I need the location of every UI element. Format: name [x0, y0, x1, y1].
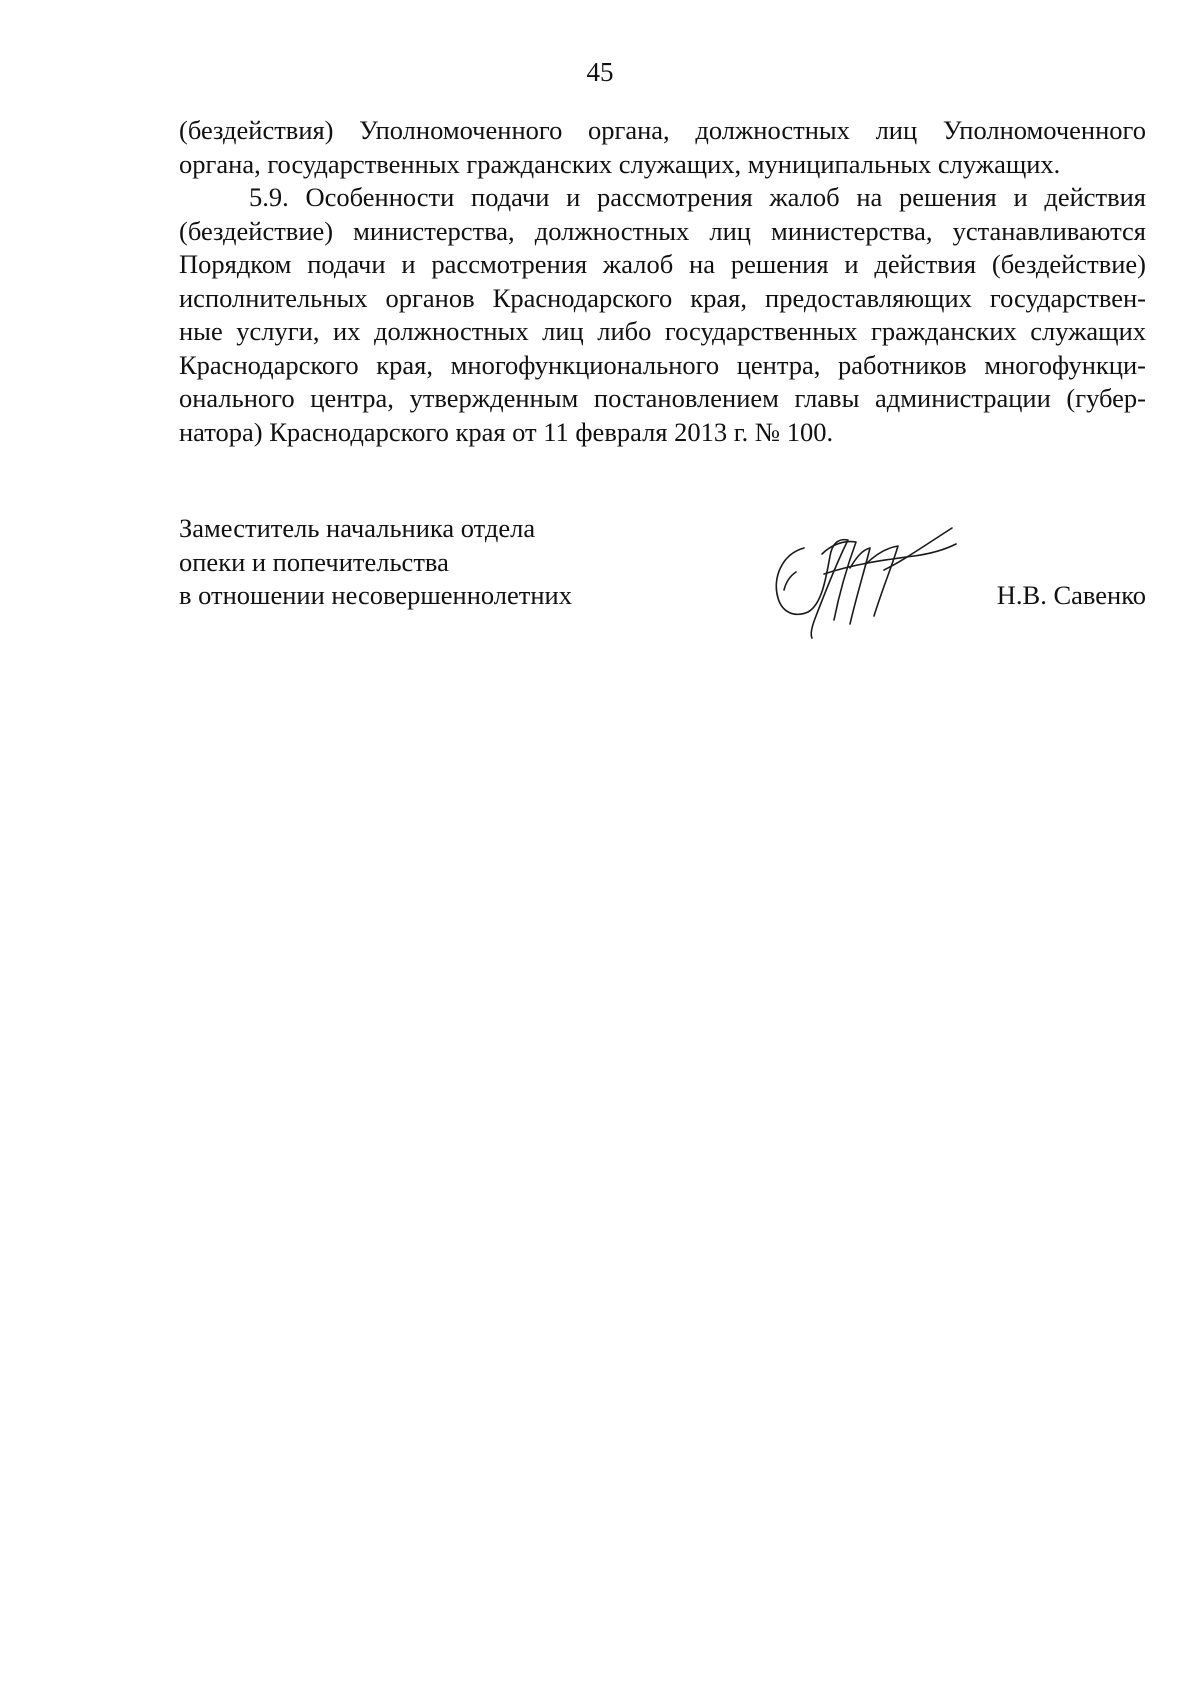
- signer-name: Н.В. Савенко: [996, 580, 1146, 610]
- body-line: онального центра, утвержденным постановлением главы администрации (губер-: [179, 383, 1146, 413]
- body-line: (бездействие) министерства, должностных лиц министерства, устанавливаются: [179, 215, 1146, 246]
- body-line: Порядком подачи и рассмотрения жалоб на решения и действия (бездействие): [179, 249, 1146, 279]
- body-line: ные услуги, их должностных лиц либо государственных гражданских служащих: [179, 316, 1146, 346]
- page-number: 45: [586, 57, 614, 87]
- body-text: [179, 114, 1146, 449]
- signature-block: [179, 512, 1146, 622]
- signer-position: [179, 512, 572, 613]
- body-line: (бездействия) Уполномоченного органа, должностных лиц Уполномоченного: [179, 115, 1146, 145]
- body-line: Краснодарского края, многофункционального центра, работников многофункци-: [179, 349, 1146, 380]
- signer-position-line: опеки и попечительства: [179, 546, 449, 577]
- body-line: органа, государственных гражданских служащих, муниципальных служащих.: [179, 148, 1061, 179]
- body-line: 5.9. Особенности подачи и рассмотрения жалоб на решения и действия: [249, 182, 1146, 212]
- body-line: натора) Краснодарского края от 11 февраля 2013 г. № 100.: [179, 416, 834, 447]
- handwritten-signature: [764, 520, 964, 650]
- signer-position-line: в отношении несовершеннолетних: [179, 580, 572, 610]
- body-line: исполнительных органов Краснодарского края, предоставляющих государствен-: [179, 282, 1146, 313]
- signer-position-line: Заместитель начальника отдела: [179, 513, 536, 543]
